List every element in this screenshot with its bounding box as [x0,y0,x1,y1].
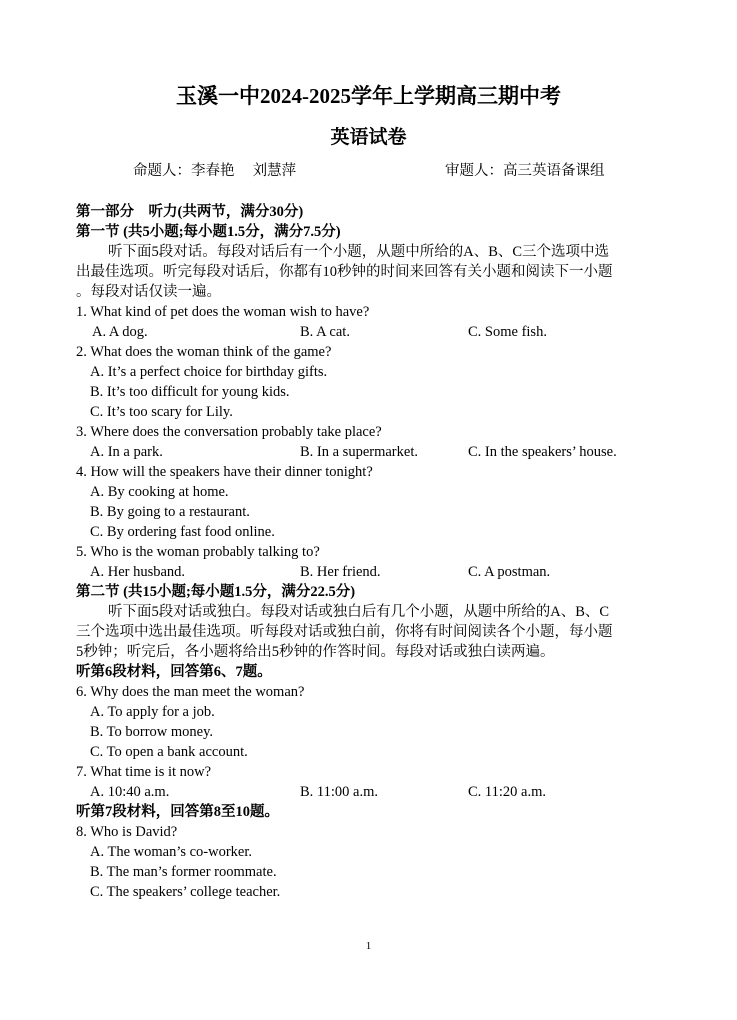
option-c: C. Some fish. [468,324,547,340]
question-stem: 8. Who is David? [76,824,178,840]
question-stem: 4. How will the speakers have their dinner tonight? [76,464,373,480]
page-subtitle: 英语试卷 [330,127,407,148]
option-c: C. The speakers’ college teacher. [90,884,281,900]
question-stem: 1. What kind of pet does the woman wish to have? [76,304,370,320]
author-label: 命题人：李春艳 刘慧萍 [133,163,297,179]
page-number: 1 [365,940,372,952]
option-c: C. A postman. [468,564,551,580]
section2-heading: 第二节 (共15小题;每小题1.5分，满分22.5分) [76,584,356,600]
option-a: A. To apply for a job. [90,704,215,720]
section1-instruction-line: 。每段对话仅读一遍。 [76,284,221,300]
option-a: A. It’s a perfect choice for birthday gifts. [90,364,328,380]
material-6-heading: 听第6段材料，回答第6、7题。 [76,664,272,680]
option-a: A. In a park. [90,444,163,460]
option-b: B. Her friend. [300,564,381,580]
section1-instruction-line: 听下面5段对话。每段对话后有一个小题，从题中所给的A、B、C三个选项中选 [108,244,610,260]
option-c: C. 11:20 a.m. [468,784,547,800]
option-c: C. To open a bank account. [90,744,248,760]
part1-heading: 第一部分 听力(共两节，满分30分) [76,204,304,220]
option-b: B. In a supermarket. [300,444,418,460]
option-a: A. 10:40 a.m. [90,784,170,800]
option-a: A. A dog. [92,324,148,340]
option-a: A. By cooking at home. [90,484,229,500]
option-c: C. In the speakers’ house. [468,444,617,460]
question-stem: 7. What time is it now? [76,764,212,780]
option-b: B. 11:00 a.m. [300,784,379,800]
option-b: B. The man’s former roommate. [90,864,277,880]
reviewer-label: 审题人：高三英语备课组 [445,163,605,179]
option-a: A. The woman’s co-worker. [90,844,253,860]
option-b: B. By going to a restaurant. [90,504,250,520]
page-title: 玉溪一中2024-2025学年上学期高三期中考 [176,84,561,108]
material-7-heading: 听第7段材料，回答第8至10题。 [76,804,279,820]
section2-instruction-line: 5秒钟；听完后，各小题将给出5秒钟的作答时间。每段对话或独白读两遍。 [76,644,555,660]
option-b: B. A cat. [300,324,350,340]
question-stem: 6. Why does the man meet the woman? [76,684,305,700]
section2-instruction-line: 听下面5段对话或独白。每段对话或独白后有几个小题，从题中所给的A、B、C [108,604,610,620]
question-stem: 3. Where does the conversation probably take place? [76,424,382,440]
option-b: B. It’s too difficult for young kids. [90,384,290,400]
option-c: C. By ordering fast food online. [90,524,275,540]
question-stem: 2. What does the woman think of the game? [76,344,332,360]
section1-instruction-line: 出最佳选项。听完每段对话后，你都有10秒钟的时间来回答有关小题和阅读下一小题 [76,264,613,280]
option-b: B. To borrow money. [90,724,214,740]
section2-instruction-line: 三个选项中选出最佳选项。听每段对话或独白前，你将有时间阅读各个小题，每小题 [76,624,613,640]
section1-heading: 第一节 (共5小题;每小题1.5分，满分7.5分) [76,224,341,240]
option-c: C. It’s too scary for Lily. [90,404,233,420]
option-a: A. Her husband. [90,564,186,580]
question-stem: 5. Who is the woman probably talking to? [76,544,320,560]
